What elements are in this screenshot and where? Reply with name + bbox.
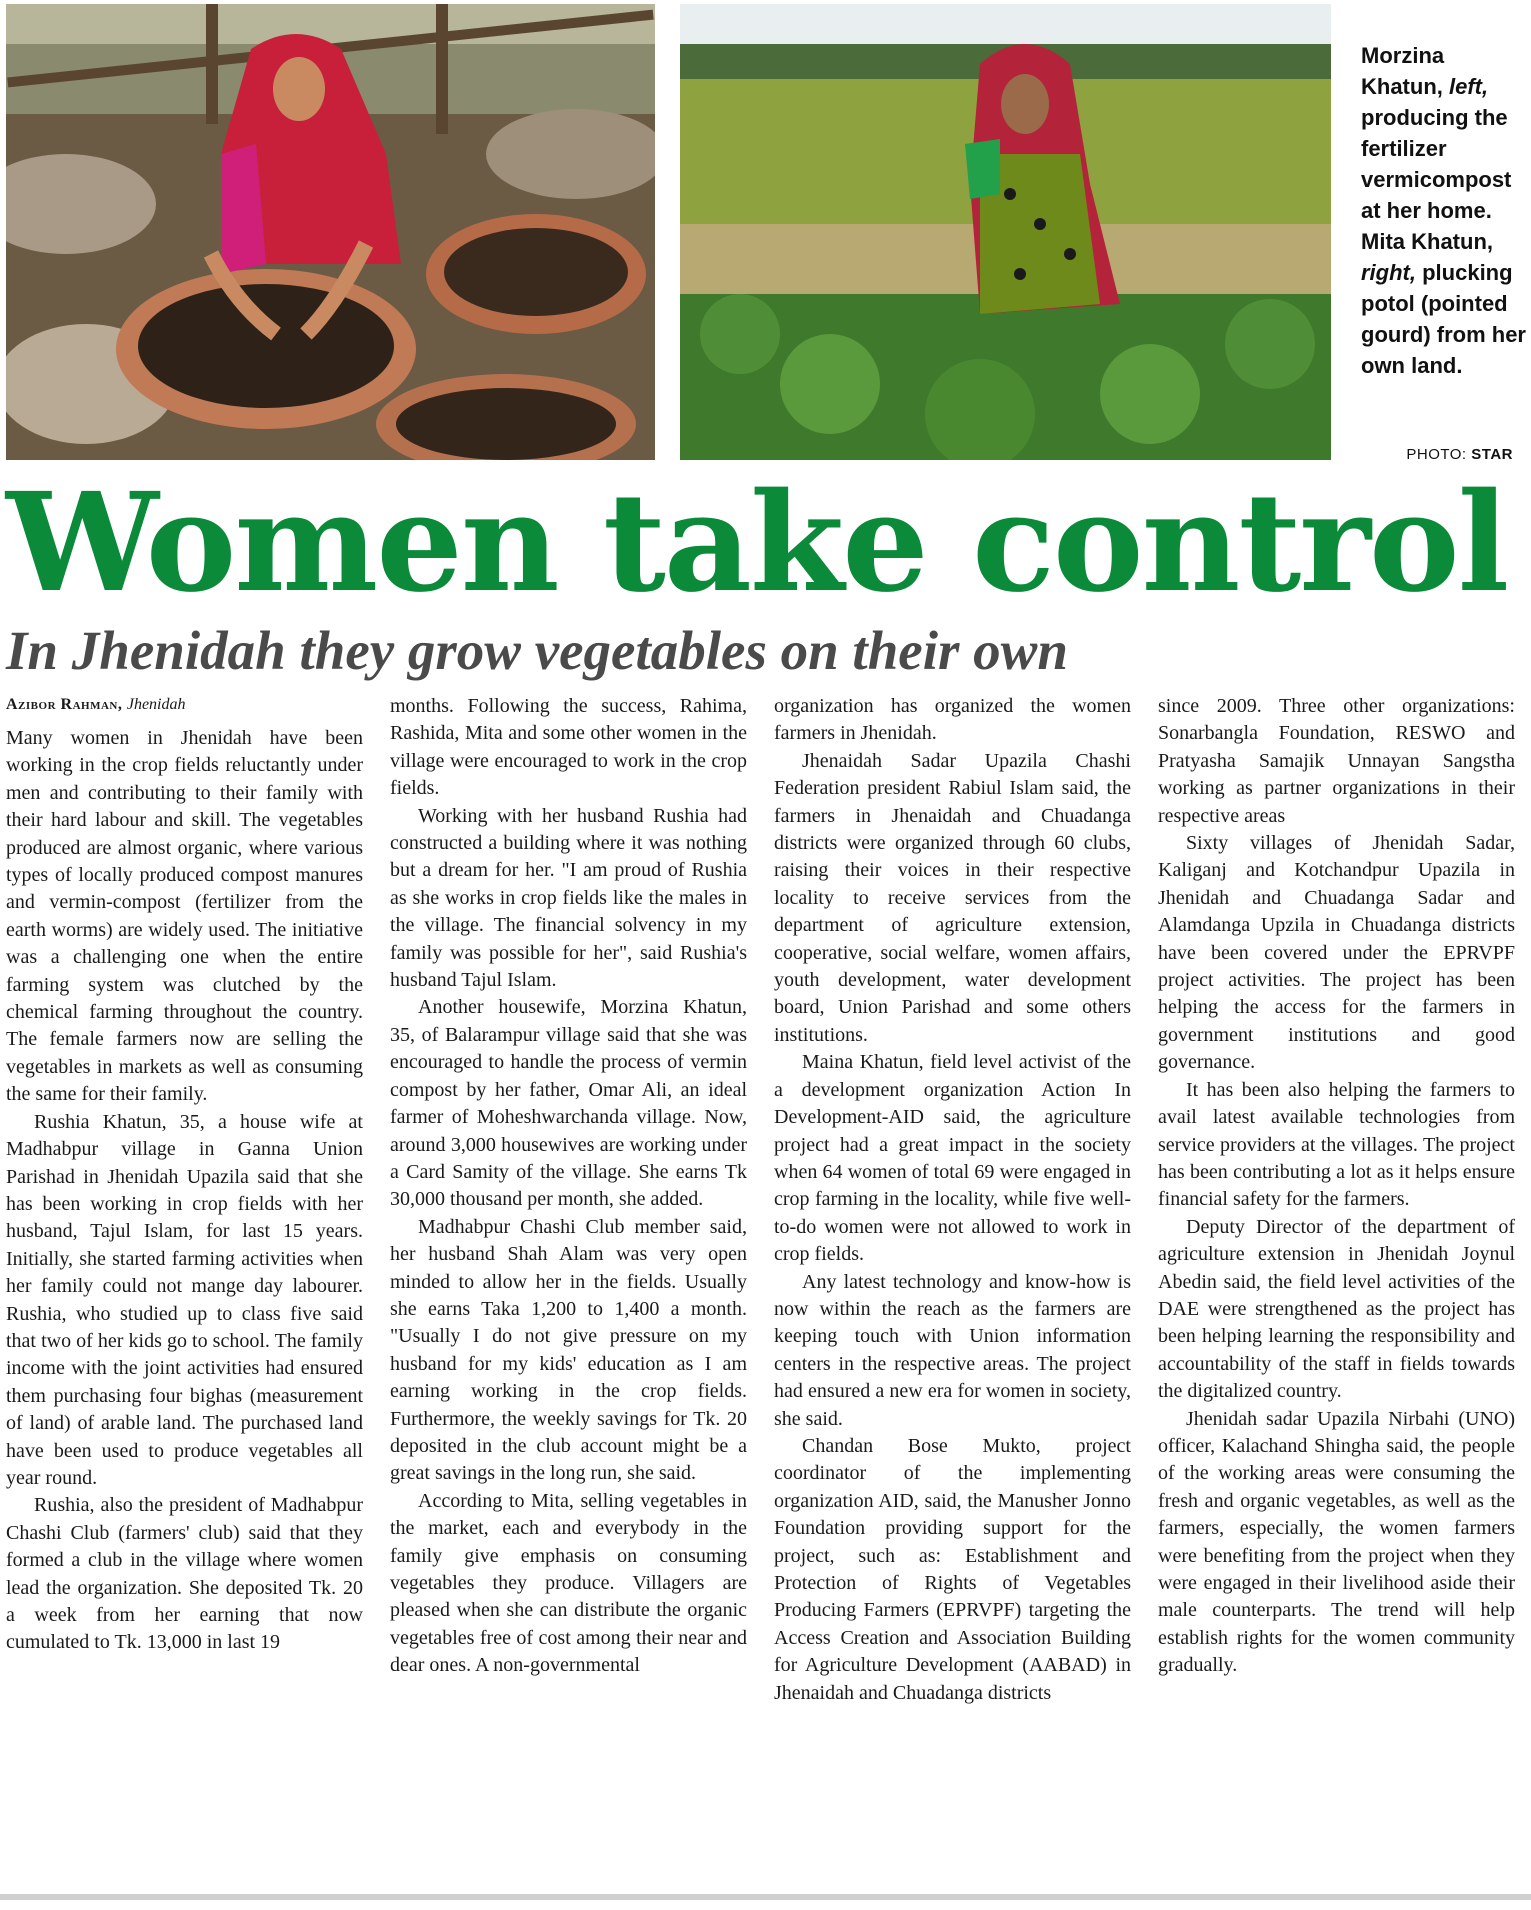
paragraph: Many women in Jhenidah have been working in the crop fields reluctantly under men and contributing to their family with their hard labour and skill. The vegetables produced are almost organic, where various types of locally produced compost manures and vermin-compost (fertilizer from the earth worms) are widely used. The initiative was a challenging one when the entire farming system was clutched by the chemical farming throughout the country. The female farmers now are selling the vegetables in markets as well as consuming the same for their family. <box>6 727 363 1106</box>
photo-credit <box>1406 446 1513 463</box>
paragraph: months. Following the success, Rahima, Rashida, Mita and some other women in the village were encouraged to work in the crop fields. <box>390 695 747 800</box>
article-column-2 <box>390 693 747 1873</box>
paragraph: Another housewife, Morzina Khatun, 35, of Balarampur village said that she was encouraged to handle the process of vermin compost by her father, Omar Ali, an ideal farmer of Moheshwarchanda village. Now, around 3,000 housewives are working under a Card Samity of the village. She earns Tk 30,000 thousand per month, she added. <box>390 996 747 1211</box>
paragraph: It has been also helping the farmers to avail latest available technologies from service providers at the villages. The project has been contributing a lot as it helps ensure financial safety for the farmers. <box>1158 1078 1515 1211</box>
paragraph: Madhabpur Chashi Club member said, her husband Shah Alam was very open minded to allow her in the fields. Usually she earns Taka 1,200 to 1,400 a month. "Usually I do not give pressure on my husband for my kids' education as I am earning working in the crop fields. Furthermore, the weekly savings for Tk. 20 deposited in the club account might be a great savings in the long run, she said. <box>390 1215 747 1485</box>
caption-left-word: left, <box>1449 74 1489 99</box>
byline-location: Jhenidah <box>126 696 186 713</box>
byline-author: Azibor Rahman, <box>6 696 123 713</box>
headline: Women take control <box>6 463 1508 623</box>
paragraph: Jhenaidah Sadar Upazila Chashi Federation president Rabiul Islam said, the farmers in Jhenaidah and Chuadanga districts were organized through 60 clubs, raising their voices in their respective locality to receive services from the department of agriculture extension, cooperative, social welfare, women affairs, youth development, water development board, Union Parishad and some others institutions. <box>774 749 1131 1046</box>
caption-text-2: producing the fertilizer vermicompost at her home. Mita Khatun, <box>1361 105 1512 254</box>
paragraph: since 2009. Three other organizations: Sonarbangla Foundation, RESWO and Pratyasha Samajik Unnayan Sangstha working as partner organizations in their respective areas <box>1158 695 1515 827</box>
subheadline: In Jhenidah they grow vegetables on their own <box>6 620 1068 681</box>
article-column-4 <box>1158 693 1515 1873</box>
article-column-1 <box>6 693 363 1873</box>
caption-right-word: right, <box>1361 260 1416 285</box>
paragraph: Working with her husband Rushia had constructed a building where it was nothing but a dream for her. "I am proud of Rushia as she works in crop fields like the males in the village. The financial solvency in my family was possible for her", said Rushia's husband Tajul Islam. <box>390 804 747 992</box>
bottom-rule <box>0 1894 1531 1900</box>
paragraph: Chandan Bose Mukto, project coordinator of the implementing organization AID, said, the Manusher Jonno Foundation providing support for the project, such as: Establishment and Protection of Rights of Vegetables Producing Farmers (EPRVPF) targeting the Access Creation and Association Building for Agriculture Development (AABAD) in Jhenaidah and Chuadanga districts <box>774 1434 1131 1704</box>
article-body <box>6 693 1516 1893</box>
paragraph: Rushia, also the president of Madhabpur Chashi Club (farmers' club) said that they formed a club in the village where women lead the organization. She deposited Tk. 20 a week from her earning that now cumulated to Tk. 13,000 in last 19 <box>6 1494 363 1654</box>
credit-source: STAR <box>1471 446 1513 463</box>
byline <box>6 693 363 717</box>
paragraph: Any latest technology and know-how is now within the reach as the farmers are keeping touch with Union information centers in the respective areas. The project had ensured a new era for women in society, she said. <box>774 1270 1131 1430</box>
photo-vermicompost <box>6 4 655 460</box>
caption-text-1: Morzina Khatun, <box>1361 43 1449 99</box>
photo-potol-field <box>680 4 1331 460</box>
paragraph: Maina Khatun, field level activist of the a development organization Action In Development-AID said, the agriculture project had a great impact in the society when 64 women of total 69 were engaged in crop farming in the locality, while five well-to-do women were not allowed to work in crop fields. <box>774 1051 1131 1266</box>
paragraph: According to Mita, selling vegetables in the market, each and everybody in the family give emphasis on consuming vegetables they produce. Villagers are pleased when she can distribute the organic vegetables free of cost among their near and dear ones. A non-governmental <box>390 1489 747 1677</box>
paragraph: Jhenidah sadar Upazila Nirbahi (UNO) officer, Kalachand Shingha said, the people of the working areas were consuming the fresh and organic vegetables, as well as the farmers, especially, the women farmers were benefiting from the project when they were engaged in their livelihood aside their male counterparts. The trend will help establish rights for the women community gradually. <box>1158 1407 1515 1677</box>
paragraph: Deputy Director of the department of agriculture extension in Jhenidah Joynul Abedin said, the field level activities of the DAE were strengthened as the project has been helping learning the responsibility and accountability of the staff in fields towards the digitalized country. <box>1158 1215 1515 1403</box>
article-column-3 <box>774 693 1131 1873</box>
paragraph: organization has organized the women farmers in Jhenidah. <box>774 695 1131 745</box>
paragraph: Rushia Khatun, 35, a house wife at Madhabpur village in Ganna Union Parishad in Jhenidah Upazila said that she has been working in crop fields with her husband, Tajul Islam, for last 15 years. Initially, she started farming activities when her family could not mange day labourer. Rushia, who studied up to class five said that two of her kids go to school. The family income with the joint activities had ensured them purchasing four bighas (measurement of land) of arable land. The purchased land have been used to produce vegetables all year round. <box>6 1110 363 1489</box>
caption-text-3: plucking potol (pointed gourd) from her own land. <box>1361 260 1526 378</box>
paragraph: Sixty villages of Jhenidah Sadar, Kaliganj and Kotchandpur Upazila in Jhenidah and Chuadanga Sadar and Alamdanga Upzila in Chuadanga districts have been covered under the EPRVPF project activities. The project has been helping the access for the farmers in government institutions and good governance. <box>1158 832 1515 1074</box>
photo-caption <box>1361 40 1526 381</box>
credit-label: PHOTO: <box>1406 446 1472 463</box>
